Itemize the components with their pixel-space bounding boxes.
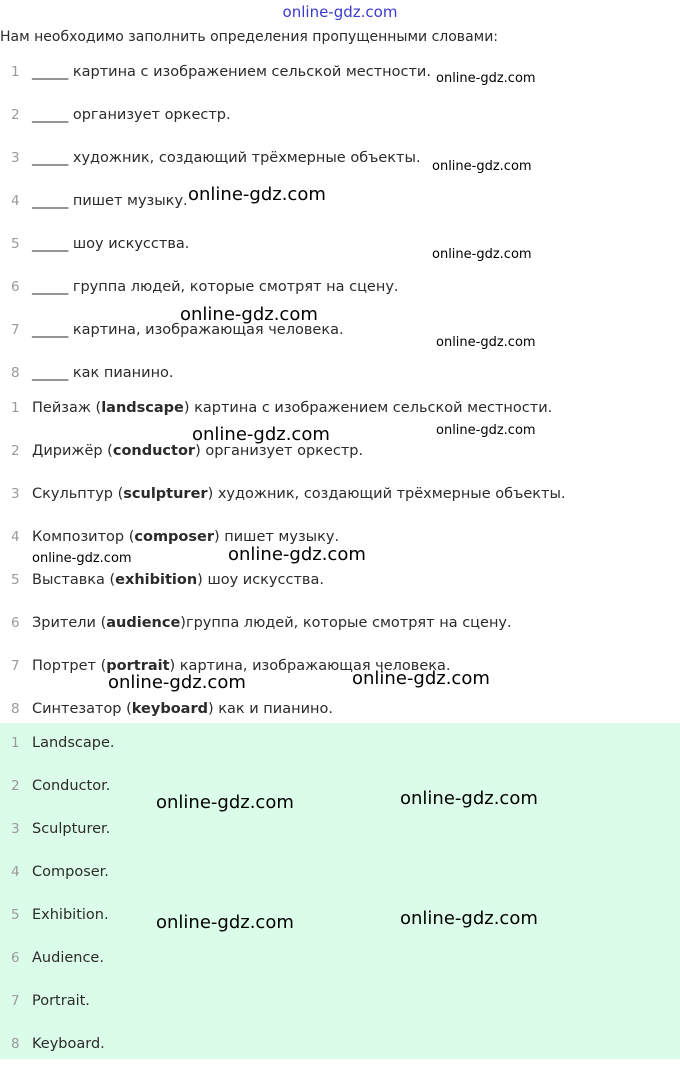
list-item xyxy=(0,776,680,819)
item-text: _____ группа людей, которые смотрят на сцену. xyxy=(32,279,399,295)
watermark: online-gdz.com xyxy=(436,335,536,350)
english-word: conductor xyxy=(112,443,196,459)
item-number: 4 xyxy=(11,864,20,880)
item-text: Exhibition. xyxy=(32,907,109,923)
english-word: landscape xyxy=(101,400,184,416)
item-number: 1 xyxy=(11,64,20,80)
watermark: online-gdz.com xyxy=(156,792,294,813)
item-number: 8 xyxy=(11,1036,20,1052)
item-number: 5 xyxy=(11,236,20,252)
item-number: 6 xyxy=(11,950,20,966)
list-item xyxy=(0,733,680,776)
list-item xyxy=(0,1034,680,1077)
translations-list xyxy=(0,398,680,742)
item-text: _____ организует оркестр. xyxy=(32,107,231,123)
list-item xyxy=(0,105,680,148)
watermark: online-gdz.com xyxy=(188,184,326,205)
item-number: 4 xyxy=(11,193,20,209)
blanks-list xyxy=(0,62,680,406)
watermark: online-gdz.com xyxy=(352,668,490,689)
item-text: Keyboard. xyxy=(32,1036,105,1052)
item-text: Audience. xyxy=(32,950,104,966)
watermark: online-gdz.com xyxy=(108,672,246,693)
item-text: Скульптур (sculpturer) художник, создающий трёхмерные объекты. xyxy=(32,486,566,502)
item-text: Landscape. xyxy=(32,735,115,751)
item-number: 3 xyxy=(11,150,20,166)
item-number: 7 xyxy=(11,993,20,1009)
item-text: Синтезатор (keyboard) как и пианино. xyxy=(32,701,333,717)
site-header-link[interactable]: online-gdz.com xyxy=(282,3,398,21)
watermark: online-gdz.com xyxy=(192,424,330,445)
item-text: _____ шоу искусства. xyxy=(32,236,190,252)
english-word: sculpturer xyxy=(123,486,208,502)
answers-list xyxy=(0,733,680,1077)
item-text: Зрители (audience)группа людей, которые смотрят на сцену. xyxy=(32,615,512,631)
list-item xyxy=(0,148,680,191)
list-item xyxy=(0,613,680,656)
watermark: online-gdz.com xyxy=(400,788,538,809)
task-intro: Нам необходимо заполнить определения пропущенными словами: xyxy=(0,29,499,45)
list-item xyxy=(0,441,680,484)
watermark: online-gdz.com xyxy=(436,423,536,438)
list-item xyxy=(0,398,680,441)
watermark: online-gdz.com xyxy=(32,551,132,566)
english-word: composer xyxy=(134,529,215,545)
item-text: _____ картина с изображением сельской местности. xyxy=(32,64,431,80)
list-item xyxy=(0,819,680,862)
item-text: _____ пишет музыку. xyxy=(32,193,188,209)
answers-panel xyxy=(0,723,680,1059)
list-item xyxy=(0,277,680,320)
watermark: online-gdz.com xyxy=(400,908,538,929)
item-number: 1 xyxy=(11,400,20,416)
watermark: online-gdz.com xyxy=(228,544,366,565)
item-number: 2 xyxy=(11,107,20,123)
item-text: Sculpturer. xyxy=(32,821,111,837)
list-item xyxy=(0,484,680,527)
item-number: 5 xyxy=(11,907,20,923)
watermark: online-gdz.com xyxy=(180,304,318,325)
item-text: Conductor. xyxy=(32,778,111,794)
item-text: Композитор (composer) пишет музыку. xyxy=(32,529,340,545)
list-item xyxy=(0,234,680,277)
item-number: 4 xyxy=(11,529,20,545)
item-number: 8 xyxy=(11,365,20,381)
item-text: Выставка (exhibition) шоу искусства. xyxy=(32,572,324,588)
item-text: Portrait. xyxy=(32,993,90,1009)
item-number: 2 xyxy=(11,778,20,794)
watermark: online-gdz.com xyxy=(432,159,532,174)
list-item xyxy=(0,905,680,948)
item-number: 6 xyxy=(11,279,20,295)
item-number: 7 xyxy=(11,658,20,674)
item-number: 8 xyxy=(11,701,20,717)
item-text: Пейзаж (landscape) картина с изображением сельской местности. xyxy=(32,400,553,416)
list-item xyxy=(0,656,680,699)
item-number: 6 xyxy=(11,615,20,631)
item-number: 5 xyxy=(11,572,20,588)
item-number: 1 xyxy=(11,735,20,751)
item-number: 3 xyxy=(11,821,20,837)
item-text: _____ картина, изображающая человека. xyxy=(32,322,344,338)
item-number: 3 xyxy=(11,486,20,502)
item-text: Дирижёр (conductor) организует оркестр. xyxy=(32,443,364,459)
watermark: online-gdz.com xyxy=(156,912,294,933)
list-item xyxy=(0,570,680,613)
english-word: keyboard xyxy=(131,701,208,717)
list-item xyxy=(0,862,680,905)
list-item xyxy=(0,991,680,1034)
item-number: 2 xyxy=(11,443,20,459)
list-item xyxy=(0,191,680,234)
item-text: Composer. xyxy=(32,864,109,880)
item-text: _____ как пианино. xyxy=(32,365,174,381)
item-text: _____ художник, создающий трёхмерные объекты. xyxy=(32,150,421,166)
watermark: online-gdz.com xyxy=(432,247,532,262)
watermark: online-gdz.com xyxy=(436,71,536,86)
english-word: exhibition xyxy=(115,572,198,588)
english-word: portrait xyxy=(106,658,170,674)
list-item xyxy=(0,62,680,105)
list-item xyxy=(0,320,680,363)
item-text: Портрет (portrait) картина, изображающая человека. xyxy=(32,658,451,674)
english-word: audience xyxy=(106,615,181,631)
list-item xyxy=(0,948,680,991)
item-number: 7 xyxy=(11,322,20,338)
